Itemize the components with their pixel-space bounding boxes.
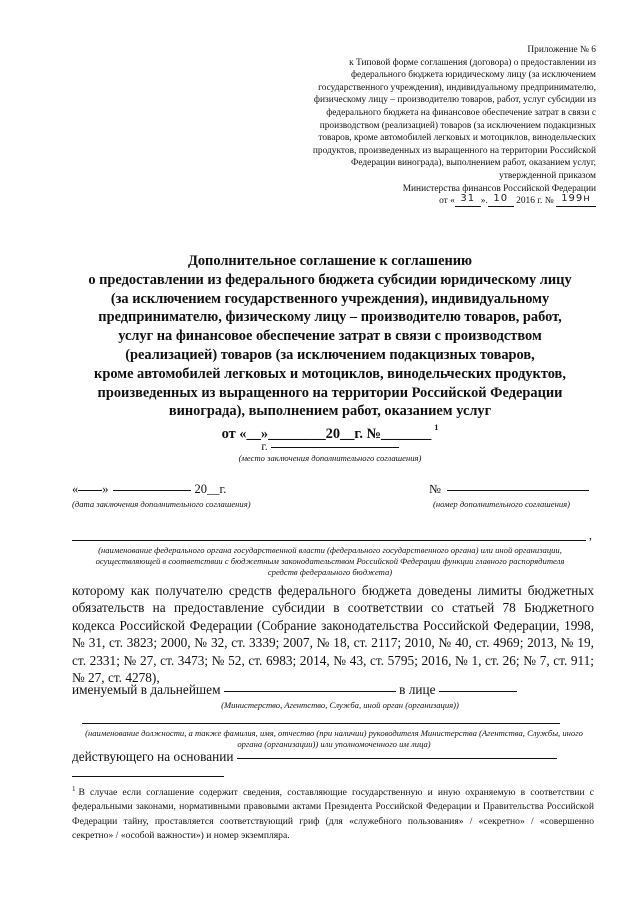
in-person-field[interactable] xyxy=(439,691,517,692)
place-row xyxy=(220,441,440,453)
date-year: 20__г. xyxy=(194,482,227,496)
place-block xyxy=(220,441,440,464)
annex-line: утвержденной приказом xyxy=(499,170,596,181)
named-prefix: именуемый в дальнейшем xyxy=(72,682,221,697)
order-date-mid: ». xyxy=(480,196,488,207)
number-field[interactable] xyxy=(447,490,589,491)
annex-line: государственного учреждения), индивидуальному предпринимателю, xyxy=(318,82,596,93)
order-date-year: 2016 г. № xyxy=(516,196,554,207)
number-caption: (номер дополнительного соглашения) xyxy=(433,499,570,509)
document-title xyxy=(70,252,590,444)
place-prefix: г. xyxy=(261,441,268,453)
place-caption: (место заключения дополнительного соглашения) xyxy=(238,453,422,463)
org-comma: , xyxy=(589,528,592,542)
footnote-text: В случае если соглашение содержит сведения, составляющие государственную и иную охраняемую в соответствии с федеральными законами, нормативными правовыми актами Президента Российской Федерации и Правительства Российской Федерации тайну, проставляется соответствующий гриф (для «служебного пользования» / «секретно» / «совершенно секретно» / «особой важности») и номер экземпляра. xyxy=(72,787,594,841)
title-line: Дополнительное соглашение к соглашению xyxy=(187,253,473,269)
footnote-divider xyxy=(72,776,224,777)
title-line: услуг на финансовое обеспечение затрат в связи с производством xyxy=(118,328,542,345)
body-text: которому как получателю средств федерального бюджета доведены лимиты бюджетных обязательств на предоставление субсидии в соответствии со статьей 78 Бюджетного кодекса Российской Федерации (Собрание законодательства Российской Федерации, 1998, № 31, ст. 3823; 2000, № 32, ст. 3339; 2007, № 18, ст. 2117; 2010, № 40, ст. 4969; 2013, № 19, ст. 2331; № 27, ст. 3473; № 52, ст. 6983; 2014, № 43, ст. 5795; 2016, № 1, ст. 26; № 7, ст. 911; № 27, ст. 4278), xyxy=(72,583,594,686)
named-field[interactable] xyxy=(224,691,396,692)
title-line: о предоставлении из федерального бюджета субсидии юридическому лицу xyxy=(88,271,572,288)
acting-basis-line xyxy=(72,749,594,765)
annex-line: продуктов, произведенных из выращенного на территории Российской xyxy=(312,145,596,156)
acting-label: действующего на основании xyxy=(72,749,234,764)
date-open-quote: « xyxy=(72,482,79,496)
date-month-field[interactable] xyxy=(113,490,191,491)
annex-line: товаров, кроме автомобилей легковых и мотоциклов, винодельческих xyxy=(318,133,596,144)
annex-header xyxy=(262,44,596,209)
title-line: (реализацией) товаров (за исключением подакцизных товаров, xyxy=(125,346,535,363)
annex-line: производством (реализацией) товаров (за исключением подакцизных xyxy=(319,120,596,131)
date-number-row xyxy=(72,482,592,514)
body-paragraph xyxy=(72,582,594,686)
place-field[interactable] xyxy=(271,447,399,448)
org-field[interactable] xyxy=(72,540,586,541)
date-caption: (дата заключения дополнительного соглашения) xyxy=(72,499,251,509)
annex-line: Министерства финансов Российской Федерации xyxy=(402,183,596,194)
order-date-day: 31 xyxy=(455,193,481,207)
org-line[interactable] xyxy=(72,528,592,542)
order-date-prefix: от « xyxy=(439,196,455,207)
title-date: от «__»________20__г. №_______ xyxy=(221,425,432,442)
date-day-field[interactable] xyxy=(78,490,102,491)
number-label: № xyxy=(429,482,441,496)
footnote-number: 1 xyxy=(72,785,76,793)
annex-line: федерального бюджета юридическому лицу (за исключением xyxy=(350,70,596,81)
agreement-number xyxy=(429,482,589,497)
named-line xyxy=(72,682,594,698)
annex-line: Приложение № 6 xyxy=(527,45,596,55)
title-line: произведенных из выращенного на территории Российской Федерации xyxy=(97,384,563,401)
annex-line: федерального бюджета на финансовое обеспечение затрат в связи с xyxy=(326,107,596,118)
footnote-reference: 1 xyxy=(434,423,439,433)
title-line: кроме автомобилей легковых и мотоциклов, винодельческих продуктов, xyxy=(94,365,566,382)
in-person: в лице xyxy=(399,682,436,697)
annex-line: к Типовой форме соглашения (договора) о предоставлении из xyxy=(349,57,596,68)
footnote xyxy=(72,782,594,843)
annex-line: физическому лицу – производителю товаров, работ, услуг субсидии из xyxy=(313,95,596,106)
title-line: винограда), выполнением работ, оказанием услуг xyxy=(168,403,492,420)
named-caption: (Министерство, Агентство, Служба, иной орган (организация)) xyxy=(221,700,459,710)
agreement-date xyxy=(72,482,226,497)
signer-field[interactable] xyxy=(82,723,560,724)
annex-order-date xyxy=(262,195,596,209)
order-number: 199н xyxy=(556,193,596,207)
title-line: (за исключением государственного учреждения), индивидуальному xyxy=(110,290,550,307)
signer-caption: (наименование должности, а также фамилия, имя, отчество (при наличии) руководителя Министерства (Агентства, Службы, иного органа (организации)) или уполномоченного им лица) xyxy=(85,728,583,749)
acting-basis-field[interactable] xyxy=(237,758,557,759)
annex-line: Федерации винограда), выполнением работ, оказанием услуг, xyxy=(350,158,596,169)
order-date-month: 10 xyxy=(488,193,514,207)
date-close-quote: » xyxy=(102,482,109,496)
org-caption: (наименование федерального органа государственной власти (федерального государственного органа) или иной организации, осуществляющей в соответствии с бюджетным законодательством Российской Федерации функции главного распорядителя средств федерального бюджета) xyxy=(95,545,565,577)
title-line: предпринимателю, физическому лицу – производителю товаров, работ, xyxy=(98,309,562,326)
